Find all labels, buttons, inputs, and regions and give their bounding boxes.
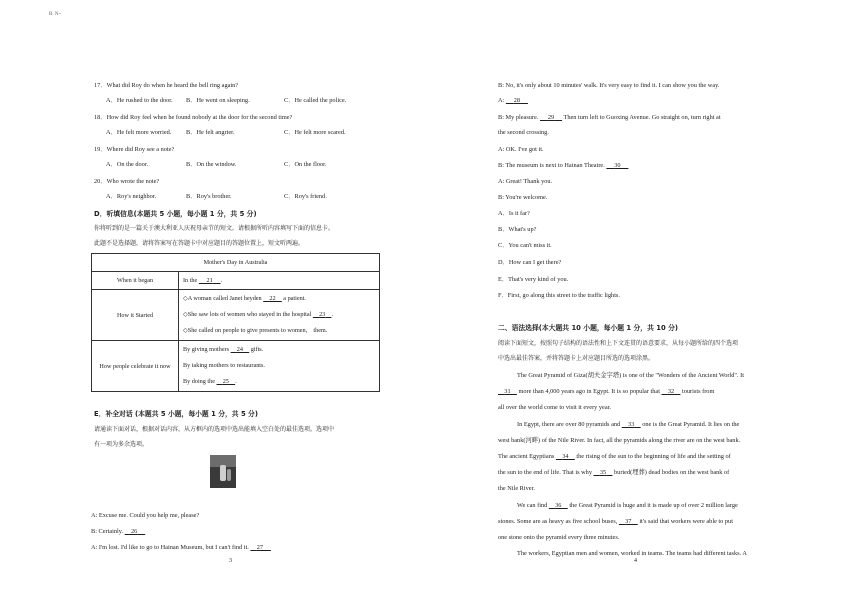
section-2-instruction-2: 中选出最佳答案，并将答题卡上对应题目所选的选项涂黑。 [498, 355, 655, 362]
question-18: 18．How did Roy feel when he found nobody at the door for the second time? [94, 114, 293, 121]
q19-option-c: C．On the floor. [284, 161, 327, 168]
question-17: 17．What did Roy do when he heard the bell ring again? [94, 82, 239, 89]
dialog-line-3: A: I'm lost. I'd like to go to Hainan Museum, but I can't find it. 27 [91, 544, 264, 551]
q17-option-a: A．He rushed to the door. [106, 97, 173, 104]
q18-option-a: A．He felt more worried. [106, 129, 172, 136]
dialog-line-2: B: Certainly. 26 [91, 528, 138, 535]
passage-line-6: The ancient Egyptians 34 the rising of the sun to the beginning of life and the setting of [498, 453, 731, 460]
q17-option-b: B．He went on sleeping. [186, 97, 250, 104]
dialog-right-line-7: A: Great! Thank you. [498, 178, 553, 185]
started-line-1: ◇A woman called Janet heyden 22 a patient. [183, 295, 306, 302]
option-f: F．First, go along this street to the traffic lights. [498, 292, 620, 299]
passage-line-1: The Great Pyramid of Giza(胡夫金字塔) is one of the "Wonders of the Ancient World". It [517, 372, 744, 379]
blank-21: 21 [206, 277, 213, 284]
dialog-right-line-1: B: No, it's only about 10 minutes' walk. It's very easy to find it. I can show you the way. [498, 82, 720, 89]
row-label-began: When it began [92, 272, 179, 290]
section-d-title: D．听填信息(本题共 5 小题，每小题 1 分，共 5 分) [94, 210, 257, 218]
section-e-instruction-2: 有一项为多余选项。 [94, 441, 149, 448]
option-d: D．How can I get there? [498, 259, 562, 266]
passage-line-9: We can find 36 the Great Pyramid is huge and it is made up of over 2 million large [517, 502, 738, 509]
passage-line-3: all over the world come to visit it every year. [498, 404, 611, 411]
dialog-right-line-6: B: The museum is next to Hainan Theatre. 30 [498, 162, 621, 169]
q20-option-b: B．Roy's brother. [186, 193, 232, 200]
passage-line-11: one stone onto the pyramid every three minutes. [498, 534, 620, 541]
section-d-instruction-1: 你将听到的是一篇关于澳大利亚人庆祝母亲节的短文。请根据所听内容填写下面的信息卡。 [94, 225, 335, 232]
celebrate-line-2: By taking mothers to restaurants. [183, 362, 265, 369]
started-line-3: ◇She called on people to give presents to women， them. [183, 327, 328, 334]
passage-line-2: 31 more than 4,000 years ago in Egypt. It is so popular that 32 tourists from [504, 388, 715, 395]
passage-line-4: In Egypt, there are over 80 pyramids and 33 one is the Great Pyramid. It lies on the [517, 421, 740, 428]
passage-line-7: the sun to the end of life. That is why 35 buried(埋葬) dead bodies on the west bank of [498, 469, 730, 476]
dialog-right-line-2: A: 28 [498, 97, 521, 104]
corner-mark: B. N~ [49, 12, 62, 17]
dialogue-photo [210, 455, 236, 488]
option-e: E．That's very kind of you. [498, 276, 569, 283]
row-value-began: In the 21 . [179, 272, 380, 290]
row-label-started: How it Started [92, 290, 179, 341]
row-value-started [179, 290, 380, 341]
dialog-right-line-5: A: OK. I've got it. [498, 146, 544, 153]
started-line-2: ◇She saw lots of women who stayed in the hospital 23 . [183, 311, 333, 318]
row-label-celebrate: How people celebrate it now [92, 341, 179, 392]
section-e-instruction-1: 请通读下面对话，根据对话内容，从方框内的选项中选出能填入空白处的最佳选项。选项中 [94, 426, 335, 433]
passage-line-8: the Nile River. [498, 485, 535, 492]
dialog-right-line-8: B: You're welcome. [498, 194, 548, 201]
option-b: B．What's up? [498, 226, 537, 233]
celebrate-line-3: By doing the 25 . [183, 378, 237, 385]
blank-prefix: In the [183, 277, 198, 284]
page-number-right: 4 [634, 558, 637, 564]
dialog-right-line-3: B: My pleasure. 29 Then turn left to Guoxing Avenue. Go straight on, turn right at [498, 114, 721, 121]
celebrate-line-1: By giving mothers 24 gifts. [183, 346, 264, 353]
dialog-right-line-4: the second crossing. [498, 129, 549, 136]
row-value-celebrate [179, 341, 380, 392]
section-e-title: E．补全对话 (本题共 5 小题，每小题 1 分，共 5 分) [94, 410, 258, 418]
section-d-instruction-2: 此题不是选择题，请将答案写在答题卡中对应题目的答题位置上，短文听两遍。 [94, 240, 305, 247]
section-2-title: 二、语法选择(本大题共 10 小题，每小题 1 分，共 10 分) [498, 324, 678, 332]
q19-option-a: A．On the door. [106, 161, 149, 168]
q18-option-b: B．He felt angrier. [186, 129, 235, 136]
option-c: C．You can't miss it. [498, 242, 552, 249]
passage-line-12: The workers, Egyptian men and women, worked in teams. The teams had different tasks. A [517, 550, 747, 557]
q18-option-c: C．He felt more scared. [284, 129, 346, 136]
question-20: 20．Who wrote the note? [94, 178, 160, 185]
q20-option-c: C．Roy's friend. [284, 193, 327, 200]
page-right [430, 0, 860, 609]
q20-option-a: A．Roy's neighbor. [106, 193, 157, 200]
passage-line-10: stones. Some are as heavy as five school buses, 37 it's said that workers were able to put [498, 518, 733, 525]
section-2-instruction-1: 阅读下面短文，按照句子结构的语法性和上下文连贯的语意要求，从每小题所给的四个选项 [498, 340, 739, 347]
info-card-table [91, 253, 380, 392]
page-number-left: 3 [229, 558, 232, 564]
q19-option-b: B．On the window. [186, 161, 237, 168]
option-a: A．Is it far? [498, 210, 530, 217]
passage-line-5: west bank(河畔) of the Nile River. In fact, all the pyramids along the river are on the west bank. [498, 437, 741, 444]
question-19: 19．Where did Roy see a note? [94, 146, 175, 153]
table-title: Mother's Day in Australia [92, 254, 380, 272]
q17-option-c: C．He called the police. [284, 97, 347, 104]
dialog-line-1: A: Excuse me. Could you help me, please? [91, 512, 200, 519]
